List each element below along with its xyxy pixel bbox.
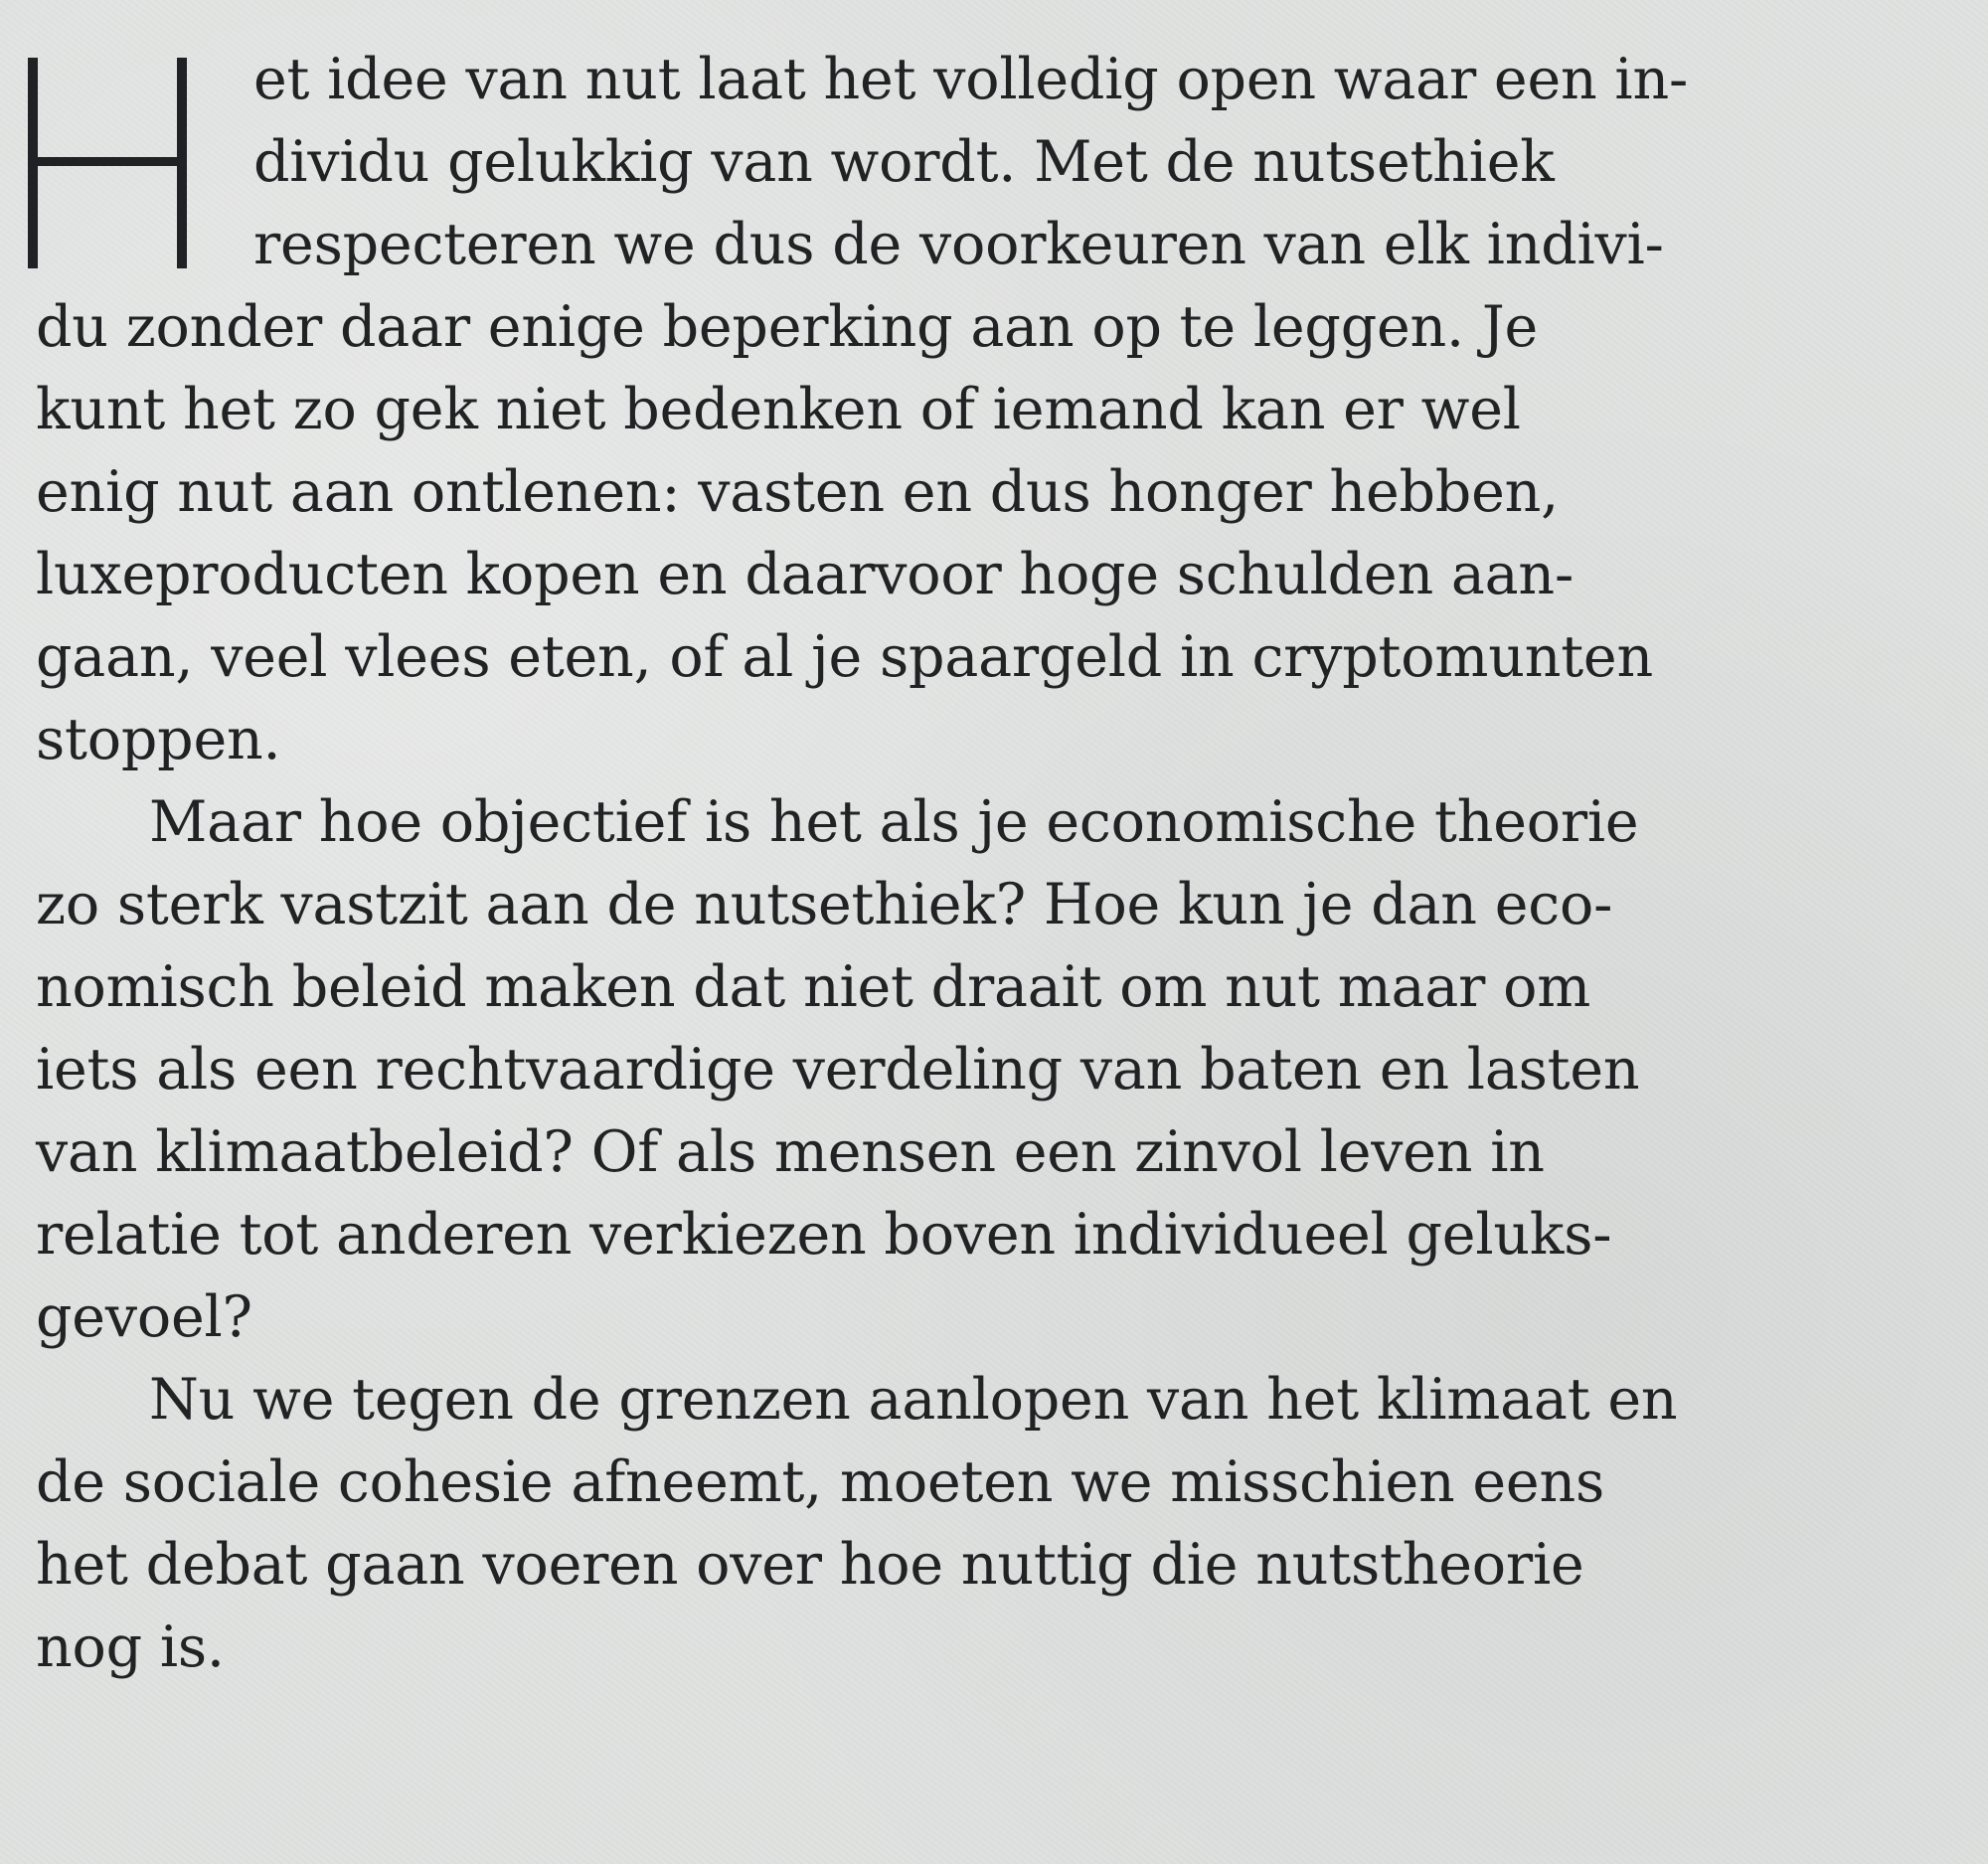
text-line: et idee van nut laat het volledig open waar een in- [253,47,1689,112]
paragraph-first-line: Maar hoe objectief is het als je economische theorie [149,789,1639,855]
text-line: van klimaatbeleid? Of als mensen een zinvol leven in [36,1119,1545,1185]
text-line: du zonder daar enige beperking aan op te leggen. Je [36,294,1539,360]
text-line: enig nut aan ontlenen: vasten en dus honger hebben, [36,459,1560,525]
text-line: nog is. [36,1614,225,1680]
text-line: de sociale cohesie afneemt, moeten we misschien eens [36,1449,1605,1515]
drop-cap [28,58,195,268]
text-line: iets als een rechtvaardige verdeling van baten en lasten [36,1037,1640,1102]
text-line: gaan, veel vlees eten, of al je spaargeld in cryptomunten [36,624,1653,690]
text-line: stoppen. [36,707,281,772]
text-line: kunt het zo gek niet bedenken of iemand kan er wel [36,377,1521,442]
text-line: luxeproducten kopen en daarvoor hoge schulden aan- [36,542,1574,607]
text-line: relatie tot anderen verkiezen boven individueel geluks- [36,1202,1612,1268]
drop-cap-letter-h [28,58,195,268]
text-line: dividu gelukkig van wordt. Met de nutsethiek [253,129,1555,195]
text-line: zo sterk vastzit aan de nutsethiek? Hoe kun je dan eco- [36,872,1613,937]
text-line: respecteren we dus de voorkeuren van elk indivi- [253,212,1664,277]
text-line: nomisch beleid maken dat niet draait om nut maar om [36,954,1591,1020]
text-line: gevoel? [36,1284,252,1350]
text-line: het debat gaan voeren over hoe nuttig die nutstheorie [36,1532,1584,1598]
paragraph-first-line: Nu we tegen de grenzen aanlopen van het klimaat en [149,1367,1678,1433]
